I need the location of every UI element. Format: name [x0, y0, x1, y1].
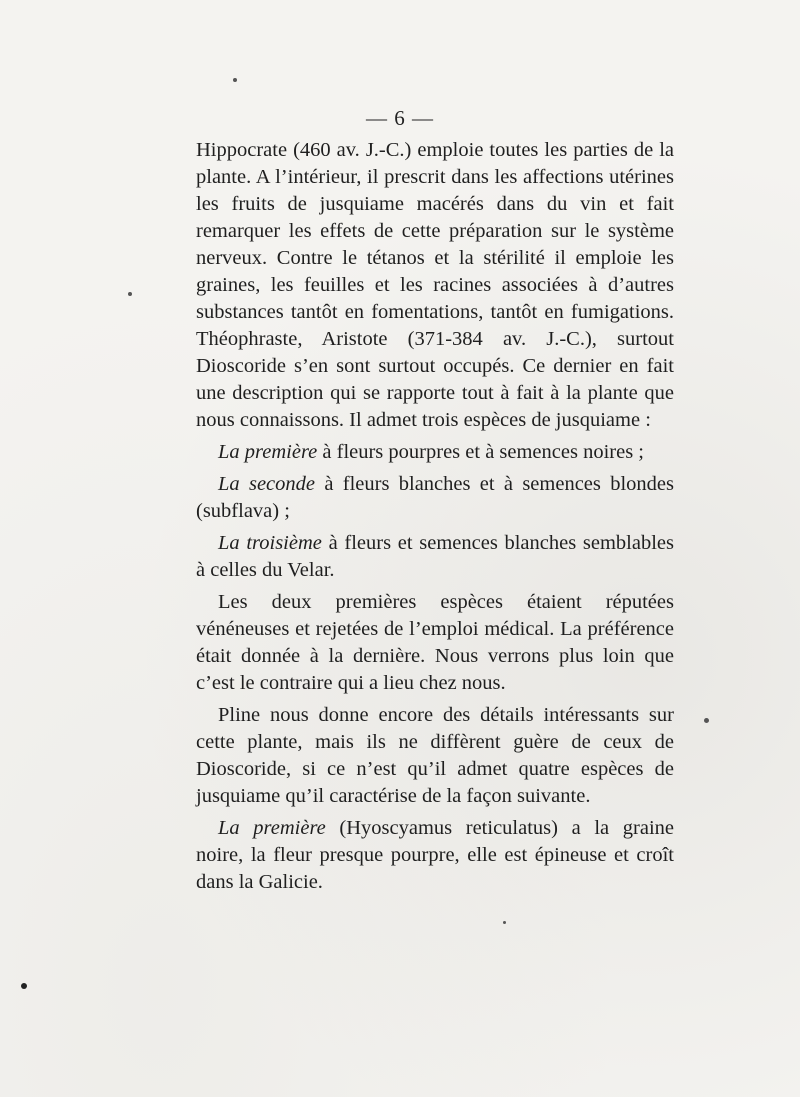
italic-lead: La première [218, 817, 326, 839]
ink-speck [233, 78, 237, 82]
italic-lead: La seconde [218, 473, 315, 495]
paragraph-text: Les deux premières espèces étaient réputées vénéneuses et rejetées de l’emploi médical. La préférence était donnée à la dernière. Nous verrons plus loin que c’est le contraire qui a lieu chez nous. [196, 591, 674, 694]
paragraph-text: à fleurs et semences blanches semblables à celles du Velar. [196, 532, 674, 581]
paragraph-hyoscyamus [196, 815, 674, 896]
ink-speck [128, 292, 132, 296]
ink-speck [21, 983, 27, 989]
paragraph-second-species [196, 471, 674, 525]
ink-speck [503, 921, 506, 924]
paragraph-hippocrate [196, 137, 674, 434]
paragraph-first-species [196, 439, 674, 466]
paragraph-text: (Hyoscyamus reticulatus) a la graine noire, la fleur presque pourpre, elle est épineuse et croît dans la Galicie. [196, 817, 674, 893]
body-text [196, 137, 674, 896]
paragraph-text: à fleurs pourpres et à semences noires ; [317, 441, 645, 463]
ink-speck [704, 718, 709, 723]
page-number: — 6 — [366, 106, 434, 130]
italic-lead: La première [218, 441, 318, 463]
paragraph-text: Hippocrate (460 av. J.-C.) emploie toutes les parties de la plante. A l’intérieur, il prescrit dans les affections utérines les fruits de jusquiame macérés dans du vin et fait remarquer les effets de cette préparation sur le système nerveux. Contre le tétanos et la stérilité il emploie les graines, les feuilles et les racines associées à d’autres substances tantôt en fomentations, tantôt en fumigations. Théophraste, Aristote (371-384 av. J.-C.), surtout Dioscoride s’en sont surtout occupés. Ce dernier en fait une description qui se rapporte tout à fait à la plante que nous connaissons. Il admet trois espèces de jusquiame : [196, 139, 674, 431]
italic-lead: La troisième [218, 532, 322, 554]
paragraph-two-species [196, 589, 674, 697]
paragraph-pline [196, 702, 674, 810]
paragraph-text: Pline nous donne encore des détails intéressants sur cette plante, mais ils ne diffèrent guère de ceux de Dioscoride, si ce n’est qu’il admet quatre espèces de jusquiame qu’il caractérise de la façon suivante. [196, 704, 674, 807]
paragraph-text: à fleurs blanches et à semences blondes (subflava) ; [196, 473, 674, 522]
paragraph-third-species [196, 530, 674, 584]
